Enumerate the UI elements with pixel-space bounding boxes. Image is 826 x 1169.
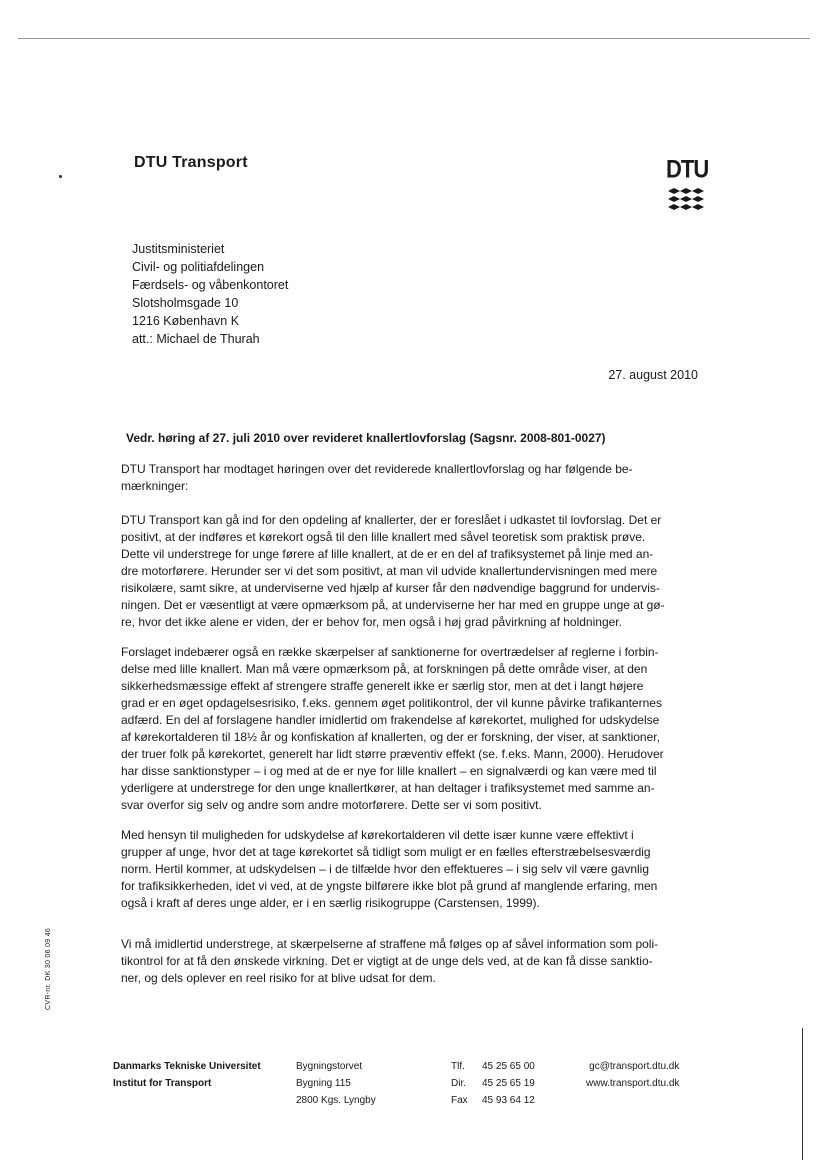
paragraph-line: grad er en øget opdagelsesrisiko, f.eks. gennem øget politikontrol, der vil kunne påvirke trafikanternes xyxy=(121,696,662,710)
address-line: 1216 København K xyxy=(132,314,240,328)
paragraph-line: yderligere at understrege for den unge knallertkører, at han deltager i trafiksystemet med samme an- xyxy=(121,781,655,795)
footer-phone-row xyxy=(451,1058,535,1075)
address-line: Færdsels- og våbenkontoret xyxy=(132,278,289,292)
phone-number: 45 25 65 19 xyxy=(482,1078,535,1089)
body-paragraph xyxy=(121,644,664,814)
paragraph-line: Vi må imidlertid understrege, at skærpelserne af straffene må følges op af såvel information som poli- xyxy=(121,937,659,951)
paragraph-line: der truer folk på kørekortet, generelt har lidt større præventiv effekt (se. f.eks. Mann, 2000). Herudover xyxy=(121,747,664,761)
paragraph-line: sikkerhedsmæssige effekt af strengere straffe generelt ikke er særlig stor, men at det i langt højere xyxy=(121,679,644,693)
paragraph-line: har disse sanktionstyper – i og med at de er nye for lille knallert – en signalværdi og kan være med til xyxy=(121,764,657,778)
phone-label: Tlf. xyxy=(451,1061,465,1072)
paragraph-line: re, hvor det ikke alene er viden, der er behov for, men også i høj grad påvirkning af holdninger. xyxy=(121,615,622,629)
dtu-logo xyxy=(666,154,709,211)
paragraph-line: positivt, at der indføres et kørekort også til den lille knallert med såvel teoretisk som praktisk prøve. xyxy=(121,530,646,544)
scan-edge-line xyxy=(802,1028,803,1160)
footer-phone-row xyxy=(451,1092,535,1109)
footer-contact xyxy=(586,1058,679,1092)
body-paragraph xyxy=(121,827,657,912)
footer-address-line: Bygningstorvet xyxy=(296,1061,363,1072)
scan-border-line xyxy=(18,38,810,39)
scan-speck xyxy=(59,175,62,178)
address-line: Civil- og politiafdelingen xyxy=(132,260,265,274)
paragraph-line: DTU Transport har modtaget høringen over det reviderede knallertlovforslag og har følgende be- xyxy=(121,462,633,476)
paragraph-line: Med hensyn til muligheden for udskydelse af kørekortalderen vil dette især kunne være effektivt i xyxy=(121,828,634,842)
paragraph-line: grupper af unge, hvor det at tage kørekortet så tidligt som muligt er en fælles efterstræbelsesværdig xyxy=(121,845,651,859)
paragraph-line: også i kraft af deres unge alder, er i en særlig risikogruppe (Carstensen, 1999). xyxy=(121,896,540,910)
paragraph-line: for trafiksikkerheden, idet vi ved, at de yngste bilførere ikke blot på grund af manglende erfaring, men xyxy=(121,879,658,893)
footer-address-line: Bygning 115 xyxy=(296,1078,351,1089)
paragraph-line: delse med lille knallert. Man må være opmærksom på, at forskningen på dette område viser, at den xyxy=(121,662,648,676)
phone-label: Dir. xyxy=(451,1078,466,1089)
paragraph-line: af kørekortalderen til 18½ år og konfiskation af knallerten, og der er forskning, der viser, at sanktioner, xyxy=(121,730,660,744)
paragraph-line: norm. Hertil kommer, at udskydelsen – i de tilfælde hvor den effektueres – i sig selv vil være gavnlig xyxy=(121,862,650,876)
footer-website: www.transport.dtu.dk xyxy=(586,1078,680,1089)
footer-phones xyxy=(451,1058,535,1109)
sender-institution: DTU Transport xyxy=(134,154,248,171)
footer-university: Danmarks Tekniske Universitet xyxy=(113,1061,261,1072)
footer-institution xyxy=(113,1058,261,1092)
body-paragraph xyxy=(121,936,658,987)
footer-department: Institut for Transport xyxy=(113,1078,212,1089)
address-line: att.: Michael de Thurah xyxy=(132,332,260,346)
footer-email: gc@transport.dtu.dk xyxy=(589,1061,680,1072)
dtu-wave-emblem-icon xyxy=(666,187,706,211)
footer-phone-row xyxy=(451,1075,535,1092)
paragraph-line: dre motorførere. Herunder ser vi det som positivt, at man vil udvide knallertundervisningen med mere xyxy=(121,564,658,578)
phone-number: 45 25 65 00 xyxy=(482,1061,535,1072)
phone-number: 45 93 64 12 xyxy=(482,1095,535,1106)
address-line: Slotsholmsgade 10 xyxy=(132,296,239,310)
recipient-address xyxy=(132,240,288,348)
body-paragraph xyxy=(121,461,633,495)
paragraph-line: mærkninger: xyxy=(121,479,189,493)
letter-date: 27. august 2010 xyxy=(608,368,698,382)
paragraph-line: adfærd. En del af forslagene handler imidlertid om frakendelse af kørekortet, mulighed for udskydelse xyxy=(121,713,660,727)
paragraph-line: Dette vil understrege for unge førere af lille knallert, at de er en del af trafiksystemet på linje med an- xyxy=(121,547,654,561)
paragraph-line: ner, og dels oplever en reel risiko for at blive udsat for dem. xyxy=(121,971,436,985)
paragraph-line: DTU Transport kan gå ind for den opdeling af knallerter, der er foreslået i udkastet til lovforslag. Det er xyxy=(121,513,662,527)
paragraph-line: svar overfor sig selv og andre som andre motorførere. Dette ser vi som positivt. xyxy=(121,798,542,812)
phone-label: Fax xyxy=(451,1095,468,1106)
paragraph-line: Forslaget indebærer også en række skærpelser af sanktionerne for overtrædelser af reglerne i forbin- xyxy=(121,645,659,659)
paragraph-line: tikontrol for at få den ønskede virkning. Det er vigtigt at de unge dels ved, at de kan få disse sanktio- xyxy=(121,954,653,968)
paragraph-line: ningen. Det er væsentligt at være opmærksom på, at underviserne her har med en gruppe unge at gø- xyxy=(121,598,665,612)
paragraph-line: risikolære, samt sikre, at underviserne ved hjælp af kurser får den nødvendige baggrund for undervis- xyxy=(121,581,660,595)
body-paragraph xyxy=(121,512,665,631)
address-line: Justitsministeriet xyxy=(132,242,225,256)
cvr-number: CVR-nr. DK 30 06 09 46 xyxy=(45,927,52,1010)
letter-subject: Vedr. høring af 27. juli 2010 over revideret knallertlovforslag (Sagsnr. 2008-801-0027) xyxy=(126,431,606,445)
footer-address-line: 2800 Kgs. Lyngby xyxy=(296,1095,376,1106)
dtu-logo-text: DTU xyxy=(666,154,709,184)
footer-address xyxy=(296,1058,376,1109)
